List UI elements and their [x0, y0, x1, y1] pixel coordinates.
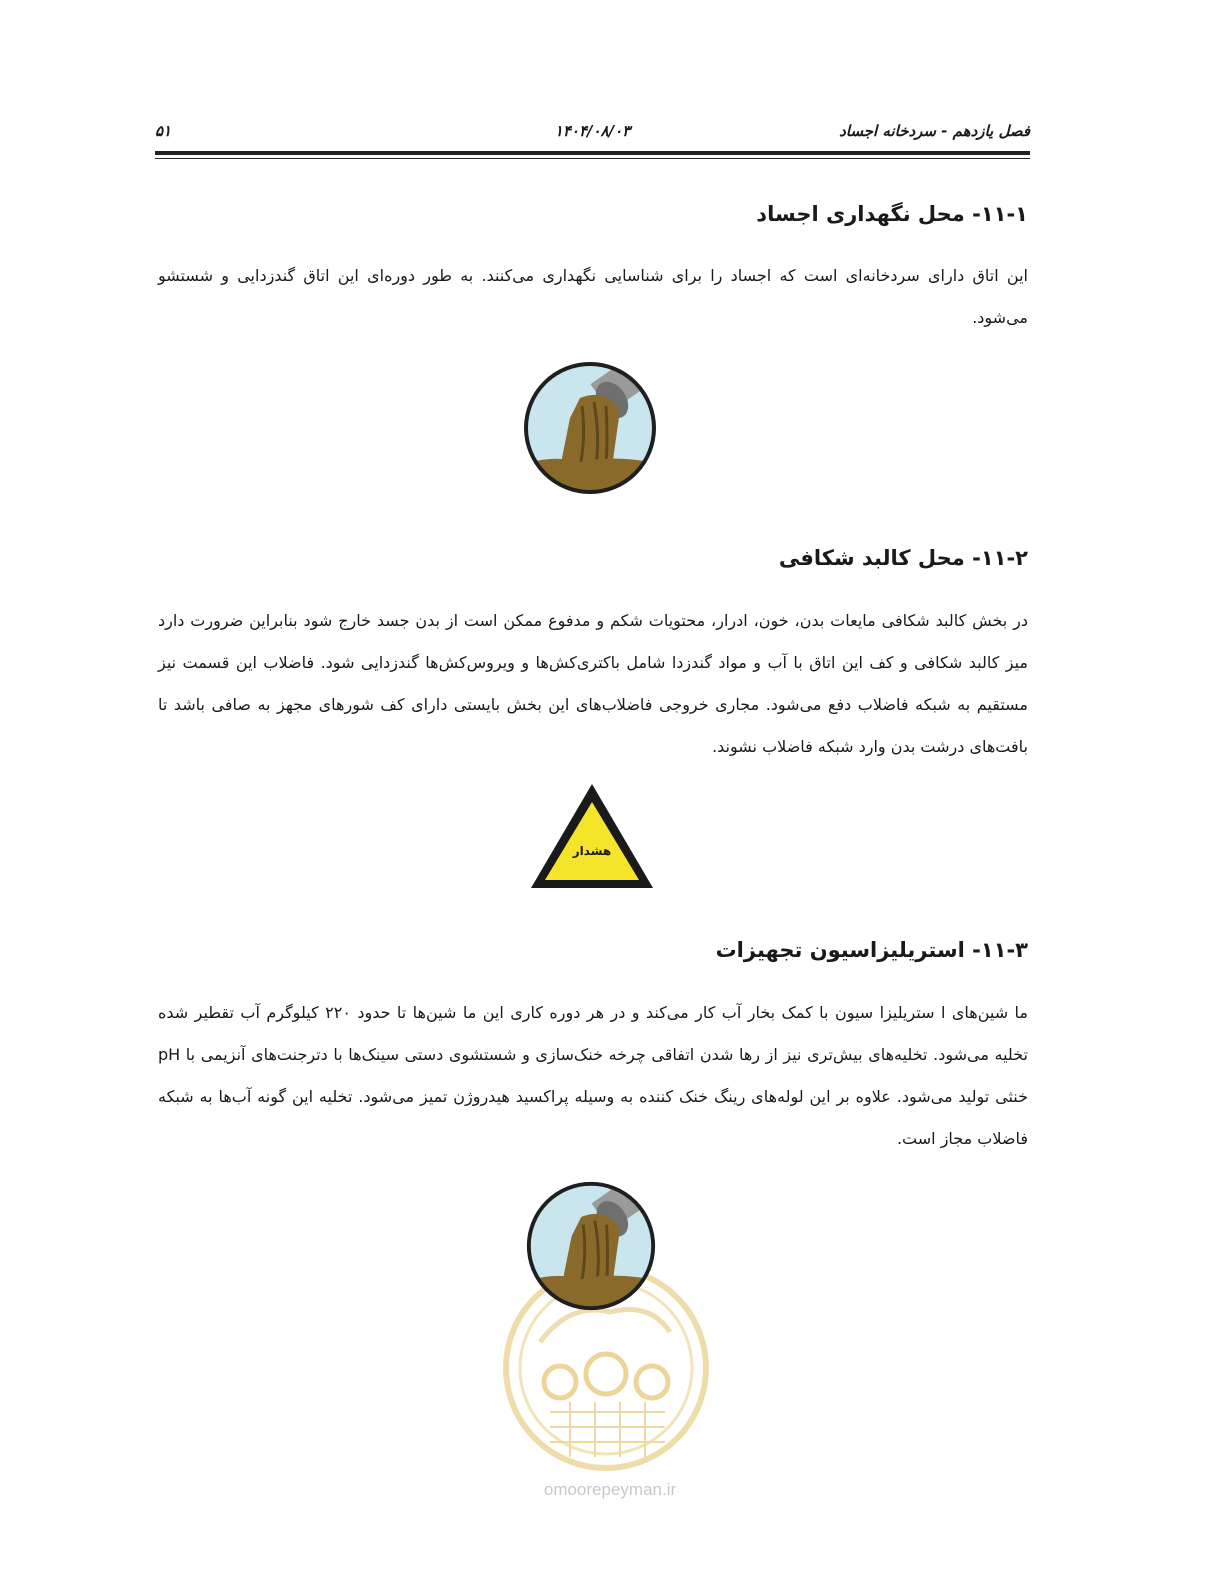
chapter-title: فصل یازدهم - سردخانه اجساد — [839, 122, 1030, 140]
sewage-discharge-icon — [523, 1178, 659, 1314]
section-1-body — [158, 255, 1028, 339]
header-rule-thick — [155, 151, 1030, 155]
watermark-url: omoorepeyman.ir — [543, 1480, 677, 1499]
section-3 — [158, 938, 1028, 962]
warning-label: هشدار — [572, 844, 612, 858]
page-header — [155, 118, 1030, 148]
warning-triangle-icon — [527, 780, 657, 892]
section-paragraph: در بخش کالبد شکافی مایعات بدن، خون، ادرار، محتویات شکم و مدفوع ممکن است از بدن جسد خارج شود بنابراین ضرورت دارد میز کالبد شکافی و کف این اتاق با آب و مواد گندزدا شامل باکتری‌کش‌ها و ویروس‌کش‌ها گندزدایی شود. فاضلاب این قسمت نیز مستقیم به شبکه فاضلاب دفع می‌شود. مجاری خروجی فاضلاب‌های این بخش بایستی دارای کف شورهای مجهز به صافی باشد تا بافت‌های درشت بدن وارد شبکه فاضلاب نشوند. — [158, 611, 1028, 756]
section-2-body — [158, 600, 1028, 768]
section-3-body — [158, 992, 1028, 1160]
section-paragraph: این اتاق دارای سردخانه‌ای است که اجساد را برای شناسایی نگهداری می‌کنند. به طور دوره‌ای این اتاق گندزدایی و شستشو می‌شود. — [158, 266, 1028, 327]
page-number: ۵۱ — [155, 122, 172, 140]
sewage-discharge-icon — [520, 358, 660, 498]
section-heading: ۱۱-۱- محل نگهداری اجساد — [756, 202, 1028, 226]
section-1 — [158, 202, 1028, 226]
header-rule-thin — [155, 158, 1030, 159]
header-date: ۱۴۰۴/۰۸/۰۳ — [554, 122, 631, 140]
section-paragraph: ما شین‌های ا ستریلیزا سیون با کمک بخار آب کار می‌کند و در هر دوره کاری این ما شین‌ها تا حدود ۲۲۰ کیلوگرم آب تقطیر شده تخلیه می‌شود. تخلیه‌های بیش‌تری نیز از رها شدن اتفاقی چرخه خنک‌سازی و شستشوی دستی سینک‌ها با دترجنت‌های آنزیمی با pH خنثی تولید می‌شود. علاوه بر این لوله‌های رینگ خنک کننده به وسیله پراکسید هیدروژن تمیز می‌شود. تخلیه این گونه آب‌ها به شبکه فاضلاب مجاز است. — [158, 1003, 1028, 1148]
warning-sign — [527, 780, 657, 892]
section-2 — [158, 546, 1028, 570]
section-heading: ۱۱-۳- استریلیزاسیون تجهیزات — [715, 938, 1028, 962]
section-heading: ۱۱-۲- محل کالبد شکافی — [778, 546, 1028, 570]
